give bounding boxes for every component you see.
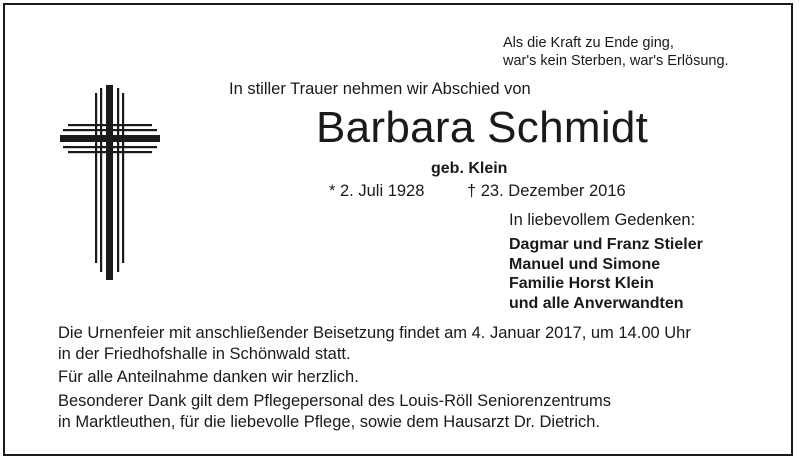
funeral-notice	[58, 323, 691, 364]
funeral-notice-line: in der Friedhofshalle in Schönwald statt.	[58, 344, 351, 363]
funeral-notice-line: Die Urnenfeier mit anschließender Beisetzung findet am 4. Januar 2017, um 14.00 Uhr	[58, 324, 691, 342]
special-thanks	[58, 391, 611, 432]
special-thanks-line: in Marktleuthen, für die liebevolle Pflege, sowie dem Hausarzt Dr. Dietrich.	[58, 412, 600, 431]
motto-line: Als die Kraft zu Ende ging,	[503, 35, 674, 51]
deceased-name: Barbara Schmidt	[316, 103, 649, 152]
mourner-entry: Dagmar und Franz Stieler	[509, 236, 703, 253]
maiden-name: geb. Klein	[431, 160, 508, 177]
thanks-text: Für alle Anteilnahme danken wir herzlich.	[58, 368, 359, 386]
birth-date: * 2. Juli 1928	[329, 182, 425, 200]
motto-line: war's kein Sterben, war's Erlösung.	[503, 53, 729, 69]
intro-text: In stiller Trauer nehmen wir Abschied von	[229, 80, 531, 98]
mourner-entry: Manuel und Simone	[509, 255, 661, 273]
cross-icon	[60, 85, 160, 280]
remembrance-label: In liebevollem Gedenken:	[509, 211, 696, 229]
mourner-entry: Familie Horst Klein	[509, 275, 654, 293]
special-thanks-line: Besonderer Dank gilt dem Pflegepersonal des Louis-Röll Seniorenzentrums	[58, 392, 612, 410]
death-date: † 23. Dezember 2016	[467, 182, 626, 200]
motto-verse	[503, 34, 729, 70]
mourners-list	[509, 235, 703, 314]
mourner-entry: und alle Anverwandten	[509, 295, 684, 313]
